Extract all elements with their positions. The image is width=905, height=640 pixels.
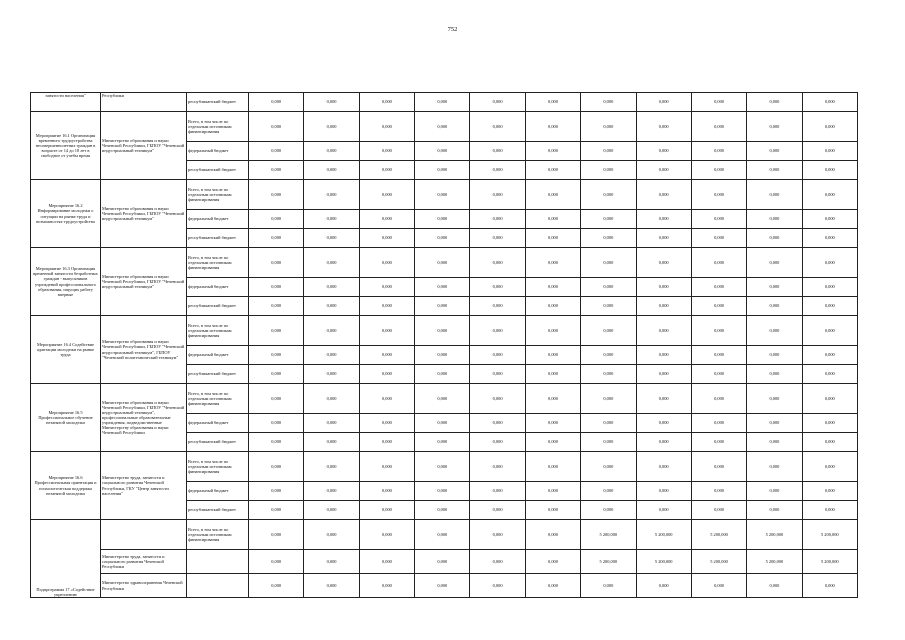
value-cell: 0,000: [470, 210, 525, 229]
value-cell: 0,000: [525, 452, 580, 482]
value-cell: 0,000: [415, 142, 470, 161]
funding-source-cell: Всего, в том числе по отдельным источникам финансирования: [187, 112, 249, 142]
value-cell: 0,000: [636, 433, 691, 452]
value-cell: 0,000: [525, 550, 580, 574]
value-cell: 0,000: [802, 180, 857, 210]
value-cell: 5 200,000: [747, 520, 802, 550]
value-cell: 0,000: [802, 248, 857, 278]
value-cell: 0,000: [249, 316, 304, 346]
value-cell: 0,000: [581, 433, 636, 452]
value-cell: 0,000: [691, 452, 746, 482]
value-cell: 0,000: [691, 574, 746, 598]
value-cell: 0,000: [802, 297, 857, 316]
value-cell: 0,000: [636, 112, 691, 142]
value-cell: 0,000: [691, 278, 746, 297]
value-cell: 0,000: [747, 452, 802, 482]
value-cell: 0,000: [415, 316, 470, 346]
value-cell: 0,000: [802, 433, 857, 452]
funding-source-cell: республиканский бюджет: [187, 297, 249, 316]
value-cell: 0,000: [581, 414, 636, 433]
value-cell: 0,000: [802, 278, 857, 297]
value-cell: 0,000: [249, 229, 304, 248]
value-cell: 0,000: [249, 482, 304, 501]
value-cell: 0,000: [304, 297, 359, 316]
funding-source-cell: федеральный бюджет: [187, 142, 249, 161]
value-cell: 0,000: [747, 229, 802, 248]
value-cell: 0,000: [415, 112, 470, 142]
executor-cell: Министерство здравоохранения Чеченской Республики: [101, 574, 187, 598]
value-cell: 0,000: [359, 452, 414, 482]
value-cell: 0,000: [470, 482, 525, 501]
value-cell: 0,000: [304, 316, 359, 346]
value-cell: 0,000: [636, 210, 691, 229]
value-cell: 0,000: [304, 384, 359, 414]
value-cell: 0,000: [802, 229, 857, 248]
value-cell: 0,000: [304, 414, 359, 433]
table-row: [31, 112, 858, 142]
funding-source-cell: республиканский бюджет: [187, 365, 249, 384]
value-cell: 0,000: [470, 574, 525, 598]
value-cell: 0,000: [525, 316, 580, 346]
value-cell: 0,000: [525, 93, 580, 112]
value-cell: 0,000: [359, 550, 414, 574]
value-cell: 0,000: [636, 346, 691, 365]
value-cell: 0,000: [802, 384, 857, 414]
value-cell: 0,000: [415, 297, 470, 316]
value-cell: 0,000: [415, 433, 470, 452]
value-cell: 0,000: [802, 142, 857, 161]
value-cell: 0,000: [249, 433, 304, 452]
value-cell: 0,000: [802, 452, 857, 482]
value-cell: 0,000: [581, 482, 636, 501]
value-cell: 0,000: [636, 248, 691, 278]
value-cell: 0,000: [747, 210, 802, 229]
funding-source-cell: Всего, в том числе по отдельным источникам финансирования: [187, 520, 249, 550]
value-cell: 0,000: [415, 574, 470, 598]
value-cell: 0,000: [636, 316, 691, 346]
value-cell: 0,000: [249, 112, 304, 142]
value-cell: 0,000: [359, 278, 414, 297]
value-cell: 0,000: [359, 414, 414, 433]
value-cell: 0,000: [636, 297, 691, 316]
value-cell: 0,000: [636, 414, 691, 433]
value-cell: 0,000: [525, 574, 580, 598]
value-cell: 0,000: [470, 316, 525, 346]
value-cell: 0,000: [581, 365, 636, 384]
value-cell: 0,000: [691, 142, 746, 161]
value-cell: 0,000: [470, 93, 525, 112]
value-cell: 0,000: [359, 365, 414, 384]
value-cell: 0,000: [359, 112, 414, 142]
value-cell: 0,000: [525, 278, 580, 297]
value-cell: 0,000: [304, 93, 359, 112]
value-cell: 0,000: [470, 365, 525, 384]
value-cell: 0,000: [415, 452, 470, 482]
value-cell: 0,000: [249, 550, 304, 574]
value-cell: 0,000: [249, 210, 304, 229]
value-cell: 0,000: [304, 210, 359, 229]
value-cell: 0,000: [304, 248, 359, 278]
table-row: [31, 316, 858, 346]
value-cell: 5 200,000: [581, 550, 636, 574]
value-cell: 0,000: [359, 180, 414, 210]
table-row: [31, 550, 858, 574]
funding-source-cell: Всего, в том числе по отдельным источникам финансирования: [187, 452, 249, 482]
value-cell: 0,000: [525, 365, 580, 384]
value-cell: 0,000: [525, 433, 580, 452]
value-cell: 0,000: [304, 482, 359, 501]
value-cell: 0,000: [581, 142, 636, 161]
funding-source-cell: Всего, в том числе по отдельным источникам финансирования: [187, 384, 249, 414]
value-cell: 0,000: [691, 433, 746, 452]
value-cell: 0,000: [747, 574, 802, 598]
value-cell: 0,000: [802, 93, 857, 112]
executor-cell: Республики: [101, 93, 187, 112]
measure-cell: Мероприятие 16.1 Организация временного трудоустройства несовершеннолетних граждан в возрасте от 14 до 18 лет в свободное от учебы время: [31, 112, 101, 180]
value-cell: 0,000: [636, 142, 691, 161]
value-cell: 0,000: [747, 248, 802, 278]
value-cell: 0,000: [747, 278, 802, 297]
value-cell: 0,000: [359, 161, 414, 180]
value-cell: 0,000: [802, 365, 857, 384]
executor-cell: Министерство труда, занятости и социального развития Чеченской Республики: [101, 550, 187, 574]
value-cell: 0,000: [359, 210, 414, 229]
value-cell: 0,000: [249, 278, 304, 297]
value-cell: 0,000: [636, 93, 691, 112]
value-cell: 0,000: [304, 229, 359, 248]
value-cell: 5 200,000: [802, 550, 857, 574]
measure-cell: занятости населения": [31, 93, 101, 112]
value-cell: 0,000: [525, 112, 580, 142]
executor-cell: Министерство образования и науки Чеченской Республики, ГБПОУ "Чеченский индустриальный техникум": [101, 112, 187, 180]
value-cell: 0,000: [249, 142, 304, 161]
value-cell: 0,000: [581, 229, 636, 248]
value-cell: 0,000: [581, 180, 636, 210]
funding-source-cell: [187, 550, 249, 574]
value-cell: 0,000: [359, 229, 414, 248]
funding-source-cell: республиканский бюджет: [187, 93, 249, 112]
value-cell: 0,000: [249, 574, 304, 598]
value-cell: 0,000: [249, 414, 304, 433]
value-cell: 0,000: [470, 501, 525, 520]
table-row: [31, 93, 858, 112]
value-cell: 0,000: [525, 180, 580, 210]
value-cell: 0,000: [415, 229, 470, 248]
value-cell: 0,000: [525, 161, 580, 180]
value-cell: 0,000: [747, 346, 802, 365]
value-cell: 0,000: [415, 384, 470, 414]
value-cell: 0,000: [470, 112, 525, 142]
value-cell: 5 200,000: [691, 550, 746, 574]
value-cell: 0,000: [636, 278, 691, 297]
value-cell: 0,000: [525, 346, 580, 365]
value-cell: 0,000: [359, 384, 414, 414]
table-row: [31, 452, 858, 482]
funding-source-cell: федеральный бюджет: [187, 210, 249, 229]
value-cell: 0,000: [304, 574, 359, 598]
value-cell: 0,000: [691, 93, 746, 112]
value-cell: 5 200,000: [747, 550, 802, 574]
value-cell: 0,000: [747, 384, 802, 414]
value-cell: 0,000: [747, 112, 802, 142]
value-cell: 0,000: [304, 501, 359, 520]
value-cell: 0,000: [581, 161, 636, 180]
value-cell: 0,000: [470, 278, 525, 297]
value-cell: 0,000: [581, 248, 636, 278]
value-cell: 0,000: [691, 229, 746, 248]
funding-source-cell: республиканский бюджет: [187, 161, 249, 180]
value-cell: 0,000: [304, 346, 359, 365]
value-cell: 0,000: [470, 433, 525, 452]
value-cell: 0,000: [304, 452, 359, 482]
value-cell: 0,000: [525, 520, 580, 550]
value-cell: 0,000: [525, 297, 580, 316]
value-cell: 0,000: [525, 384, 580, 414]
value-cell: 0,000: [470, 180, 525, 210]
measure-cell: Мероприятие 16.2 Информирование молодежи о ситуации на рынке труда и возможностях трудоустройства: [31, 180, 101, 248]
value-cell: 0,000: [359, 574, 414, 598]
value-cell: 0,000: [636, 180, 691, 210]
value-cell: 0,000: [304, 142, 359, 161]
executor-cell: Министерство образования и науки Чеченской Республики, ГБПОУ "Чеченский индустриальный техникум": [101, 180, 187, 248]
value-cell: 0,000: [249, 297, 304, 316]
value-cell: 0,000: [470, 248, 525, 278]
value-cell: 5 200,000: [691, 520, 746, 550]
value-cell: 0,000: [802, 346, 857, 365]
value-cell: 0,000: [802, 574, 857, 598]
value-cell: 0,000: [581, 316, 636, 346]
value-cell: 0,000: [581, 112, 636, 142]
value-cell: 0,000: [470, 550, 525, 574]
value-cell: 0,000: [304, 278, 359, 297]
value-cell: 0,000: [249, 501, 304, 520]
subprogram-cell: Подпрограмма 17 «Содействие укреплению: [31, 520, 101, 598]
value-cell: 0,000: [470, 161, 525, 180]
value-cell: 0,000: [249, 93, 304, 112]
value-cell: 0,000: [581, 93, 636, 112]
value-cell: 0,000: [525, 501, 580, 520]
page-number: 752: [447, 26, 458, 33]
value-cell: 0,000: [636, 365, 691, 384]
value-cell: 0,000: [525, 229, 580, 248]
value-cell: 0,000: [470, 346, 525, 365]
executor-cell: Министерство образования и науки Чеченской Республики, ГБПОУ "Чеченский индустриальный техникум", профессиональные образовательные учреждения, подведомственные Министерству образования и науки Чеченской Республики: [101, 384, 187, 452]
funding-source-cell: республиканский бюджет: [187, 229, 249, 248]
value-cell: 0,000: [359, 297, 414, 316]
value-cell: 0,000: [359, 482, 414, 501]
value-cell: 0,000: [470, 142, 525, 161]
value-cell: 0,000: [359, 346, 414, 365]
value-cell: 0,000: [359, 501, 414, 520]
value-cell: 0,000: [470, 520, 525, 550]
value-cell: 0,000: [802, 482, 857, 501]
value-cell: 0,000: [415, 161, 470, 180]
value-cell: 0,000: [691, 316, 746, 346]
executor-cell: Министерство образования и науки Чеченской Республики, ГБПОУ "Чеченский индустриальный техникум", ГБПОУ "Чеченский политехнический техникум": [101, 316, 187, 384]
value-cell: 0,000: [415, 278, 470, 297]
table-row: [31, 384, 858, 414]
value-cell: 0,000: [415, 93, 470, 112]
value-cell: 0,000: [304, 180, 359, 210]
value-cell: 0,000: [691, 501, 746, 520]
table-row: [31, 180, 858, 210]
value-cell: 0,000: [691, 297, 746, 316]
value-cell: 0,000: [415, 414, 470, 433]
funding-source-cell: Всего, в том числе по отдельным источникам финансирования: [187, 316, 249, 346]
value-cell: 0,000: [249, 248, 304, 278]
value-cell: 0,000: [525, 210, 580, 229]
value-cell: 0,000: [691, 482, 746, 501]
value-cell: 0,000: [415, 520, 470, 550]
value-cell: 0,000: [691, 365, 746, 384]
value-cell: 0,000: [747, 297, 802, 316]
value-cell: 0,000: [249, 365, 304, 384]
value-cell: 0,000: [747, 414, 802, 433]
funding-source-cell: федеральный бюджет: [187, 278, 249, 297]
value-cell: 0,000: [525, 482, 580, 501]
value-cell: 0,000: [636, 384, 691, 414]
value-cell: 0,000: [581, 452, 636, 482]
value-cell: 0,000: [581, 297, 636, 316]
funding-source-cell: Всего, в том числе по отдельным источникам финансирования: [187, 180, 249, 210]
executor-cell: Министерство труда, занятости и социального развития Чеченской Республики, ГКУ "Центр занятости населения": [101, 452, 187, 520]
value-cell: 0,000: [249, 384, 304, 414]
value-cell: 0,000: [304, 550, 359, 574]
value-cell: 0,000: [415, 501, 470, 520]
value-cell: 0,000: [802, 161, 857, 180]
measure-cell: Мероприятие 16.3 Организация временной занятости безработных граждан - выпускников учреждений профессионального образования, ищущих работу впервые: [31, 248, 101, 316]
value-cell: 0,000: [304, 520, 359, 550]
value-cell: 0,000: [747, 316, 802, 346]
value-cell: 0,000: [359, 93, 414, 112]
measure-cell: Мероприятие 16.5 Профессиональное обучение незанятой молодежи: [31, 384, 101, 452]
value-cell: 0,000: [581, 278, 636, 297]
value-cell: 0,000: [359, 248, 414, 278]
value-cell: 0,000: [581, 384, 636, 414]
value-cell: 0,000: [747, 433, 802, 452]
value-cell: 0,000: [691, 346, 746, 365]
value-cell: 0,000: [249, 180, 304, 210]
value-cell: 0,000: [249, 161, 304, 180]
funding-source-cell: [187, 574, 249, 598]
value-cell: 0,000: [691, 248, 746, 278]
measure-cell: Мероприятие 16.6 Профессиональная ориентация и психологическая поддержка незанятой молодежи: [31, 452, 101, 520]
value-cell: 0,000: [249, 346, 304, 365]
funding-source-cell: федеральный бюджет: [187, 346, 249, 365]
value-cell: 0,000: [747, 482, 802, 501]
value-cell: 0,000: [636, 482, 691, 501]
value-cell: 5 200,000: [581, 520, 636, 550]
funding-source-cell: республиканский бюджет: [187, 433, 249, 452]
value-cell: 0,000: [415, 550, 470, 574]
value-cell: 0,000: [636, 161, 691, 180]
value-cell: 0,000: [691, 180, 746, 210]
funding-source-cell: федеральный бюджет: [187, 482, 249, 501]
value-cell: 0,000: [415, 482, 470, 501]
value-cell: 0,000: [747, 365, 802, 384]
value-cell: 0,000: [304, 112, 359, 142]
value-cell: 0,000: [470, 384, 525, 414]
value-cell: 5 200,000: [636, 520, 691, 550]
value-cell: 0,000: [802, 112, 857, 142]
value-cell: 0,000: [525, 248, 580, 278]
value-cell: 0,000: [304, 433, 359, 452]
value-cell: 0,000: [691, 161, 746, 180]
value-cell: 0,000: [691, 384, 746, 414]
value-cell: 0,000: [470, 414, 525, 433]
value-cell: 0,000: [691, 210, 746, 229]
value-cell: 0,000: [249, 452, 304, 482]
value-cell: 0,000: [802, 414, 857, 433]
value-cell: 0,000: [470, 229, 525, 248]
funding-source-cell: республиканский бюджет: [187, 501, 249, 520]
measure-cell: Мероприятие 16.4 Содействие адаптации молодежи на рынке труда: [31, 316, 101, 384]
value-cell: 0,000: [636, 229, 691, 248]
executor-cell: Министерство образования и науки Чеченской Республики, ГБПОУ "Чеченский индустриальный техникум": [101, 248, 187, 316]
value-cell: 0,000: [359, 142, 414, 161]
value-cell: 0,000: [636, 452, 691, 482]
value-cell: 0,000: [747, 93, 802, 112]
value-cell: 0,000: [525, 142, 580, 161]
funding-source-cell: Всего, в том числе по отдельным источникам финансирования: [187, 248, 249, 278]
table-row: [31, 520, 858, 550]
funding-table: [30, 92, 858, 598]
value-cell: 5 200,000: [802, 520, 857, 550]
executor-cell: [101, 520, 187, 550]
value-cell: 0,000: [470, 452, 525, 482]
value-cell: 0,000: [636, 501, 691, 520]
value-cell: 0,000: [747, 501, 802, 520]
funding-source-cell: федеральный бюджет: [187, 414, 249, 433]
value-cell: 0,000: [581, 346, 636, 365]
value-cell: 0,000: [581, 501, 636, 520]
value-cell: 0,000: [415, 180, 470, 210]
value-cell: 0,000: [525, 414, 580, 433]
value-cell: 0,000: [802, 501, 857, 520]
value-cell: 0,000: [581, 574, 636, 598]
value-cell: 5 200,000: [636, 550, 691, 574]
value-cell: 0,000: [581, 210, 636, 229]
value-cell: 0,000: [747, 142, 802, 161]
value-cell: 0,000: [636, 574, 691, 598]
value-cell: 0,000: [415, 365, 470, 384]
table-row: [31, 248, 858, 278]
value-cell: 0,000: [359, 316, 414, 346]
value-cell: 0,000: [802, 210, 857, 229]
value-cell: 0,000: [415, 210, 470, 229]
value-cell: 0,000: [691, 414, 746, 433]
value-cell: 0,000: [470, 297, 525, 316]
value-cell: 0,000: [802, 316, 857, 346]
value-cell: 0,000: [747, 180, 802, 210]
value-cell: 0,000: [359, 433, 414, 452]
value-cell: 0,000: [249, 520, 304, 550]
value-cell: 0,000: [304, 161, 359, 180]
value-cell: 0,000: [415, 248, 470, 278]
value-cell: 0,000: [747, 161, 802, 180]
value-cell: 0,000: [359, 520, 414, 550]
value-cell: 0,000: [304, 365, 359, 384]
value-cell: 0,000: [415, 346, 470, 365]
value-cell: 0,000: [691, 112, 746, 142]
table-row: [31, 574, 858, 598]
